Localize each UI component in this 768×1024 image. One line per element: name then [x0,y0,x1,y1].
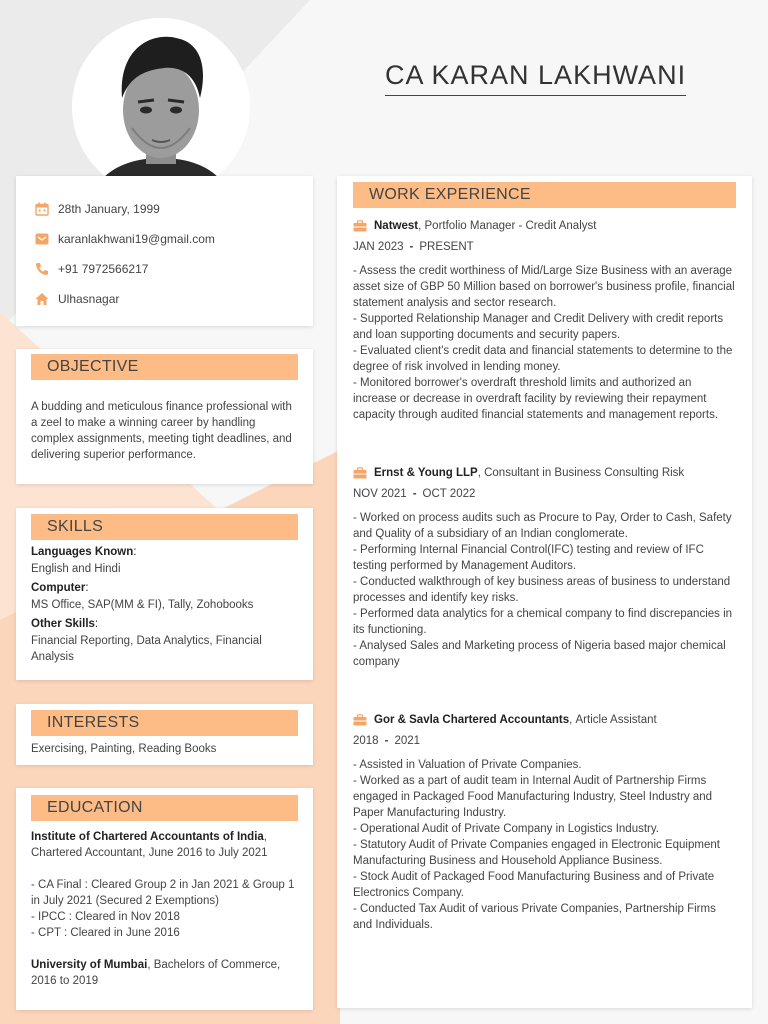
job-point: - Evaluated client's credit data and financial statements to determine to the degree of risk involved in lending money. [353,345,733,373]
education-points [31,877,298,941]
job-title: Ernst & Young LLP , Consultant in Business Consulting Risk [353,467,736,479]
job-description [353,510,736,670]
education-institution: Institute of Chartered Accountants of India [31,831,264,843]
candidate-name: CA KARAN LAKHWANI [385,60,686,96]
job-point: - Monitored borrower's overdraft threshold limits and authorized an increase or decrease in overdraft facility by reviewing their repayment capacity through audited financial statements and management reports. [353,377,719,421]
education-heading: EDUCATION [31,795,298,821]
job-point: - Worked on process audits such as Procure to Pay, Order to Cash, Safety and Quality of a subsidiary of an Indian conglomerate. [353,512,732,540]
job-company: Natwest [374,220,419,232]
job-point: - Operational Audit of Private Company in Logistics Industry. [353,823,659,835]
skills-heading: SKILLS [31,514,298,540]
education-detail: Bachelors of Commerce, 2016 to 2019 [31,959,281,987]
objective-text: A budding and meticulous finance professional with a zeel to make a winning career by handling complex assignments, meeting tight deadlines, and delivering superior performance. [31,401,292,461]
interests-text: Exercising, Painting, Reading Books [31,743,217,755]
education-entry: Institute of Chartered Accountants of India, Chartered Accountant, June 2016 to July 2021 [31,831,268,859]
email-icon [34,232,50,246]
job-point: - Statutory Audit of Private Companies engaged in Electronic Equipment Manufacturing Business and Household Appliance Business. [353,839,720,867]
job-role: Article Assistant [575,714,657,726]
job-point: - Stock Audit of Packaged Food Manufacturing Business and of Private Electronics Company. [353,871,715,899]
job-point: - Worked as a part of audit team in Internal Audit of Partnership Firms engaged in Packaged Food Manufacturing Industry, Steel Industry and Paper Manufacturing Industry. [353,775,713,819]
job-point: - Performed data analytics for a chemical company to find discrepancies in its functioning. [353,608,733,636]
interests-card [16,704,313,765]
profile-photo [72,18,250,196]
job-description [353,757,736,933]
job-point: - Conducted Tax Audit of various Private Companies, Partnership Firms and Individuals. [353,903,716,931]
job-dates: NOV 2021 - OCT 2022 [353,488,476,500]
briefcase-icon [353,714,367,726]
work-experience-card [337,176,752,1008]
job-point: - Supported Relationship Manager and Credit Delivery with credit reports and loan supporting documents and security papers. [353,313,724,341]
education-point: - IPCC : Cleared in Nov 2018 [31,911,180,923]
contact-dob-text: 28th January, 1999 [58,202,160,216]
education-institution: University of Mumbai [31,959,148,971]
contact-phone [34,254,313,284]
skill-value: Financial Reporting, Data Analytics, Financial Analysis [31,635,262,663]
contact-dob [34,194,313,224]
contact-location-text: Ulhasnagar [58,292,120,306]
job-title: Natwest , Portfolio Manager - Credit Analyst [353,220,736,232]
skill-label: Computer: [31,582,89,594]
job-dates: JAN 2023 - PRESENT [353,241,474,253]
contact-card [16,176,313,326]
job-point: - Assisted in Valuation of Private Companies. [353,759,582,771]
education-point: - CPT : Cleared in June 2016 [31,927,180,939]
objective-heading: OBJECTIVE [31,354,298,380]
contact-email-text[interactable]: karanlakhwani19@gmail.com [58,232,215,246]
contact-location [34,284,313,314]
job-description [353,263,736,423]
job-entry [353,220,736,423]
education-detail: Chartered Accountant, June 2016 to July 2021 [31,847,268,859]
education-point: - CA Final : Cleared Group 2 in Jan 2021 & Group 1 in July 2021 (Secured 2 Exemptions) [31,879,295,907]
job-dates: 2018 - 2021 [353,735,421,747]
job-point: - Conducted walkthrough of key business areas of business to understand processes and identify key risks. [353,576,731,604]
skill-label: Other Skills: [31,618,99,630]
home-icon [34,292,50,306]
job-role: Consultant in Business Consulting Risk [484,467,685,479]
skill-value: MS Office, SAP(MM & FI), Tally, Zohobooks [31,599,254,611]
interests-heading: INTERESTS [31,710,298,736]
education-entry: University of Mumbai, Bachelors of Commerce, 2016 to 2019 [31,959,281,987]
job-company: Ernst & Young LLP [374,467,478,479]
contact-phone-text: +91 7972566217 [58,262,149,276]
contact-email [34,224,313,254]
objective-card [16,349,313,484]
work-heading: WORK EXPERIENCE [353,182,736,208]
job-entry [353,714,736,933]
job-company: Gor & Savla Chartered Accountants [374,714,570,726]
job-entry [353,467,736,670]
skills-card [16,508,313,680]
job-role: Portfolio Manager - Credit Analyst [424,220,597,232]
phone-icon [34,262,50,276]
job-point: - Analysed Sales and Marketing process of Nigeria based major chemical company [353,640,726,668]
skill-value: English and Hindi [31,563,121,575]
briefcase-icon [353,220,367,232]
briefcase-icon [353,467,367,479]
job-title: Gor & Savla Chartered Accountants , Article Assistant [353,714,736,726]
job-point: - Assess the credit worthiness of Mid/Large Size Business with an average asset size of GBP 50 Million based on borrower's business profile, financial statement analysis and sector research. [353,265,735,309]
education-card [16,788,313,1010]
skill-label: Languages Known: [31,546,137,558]
calendar-icon [34,202,50,216]
job-point: - Performing Internal Financial Control(IFC) testing and review of IFC testing performed by Management Auditors. [353,544,704,572]
